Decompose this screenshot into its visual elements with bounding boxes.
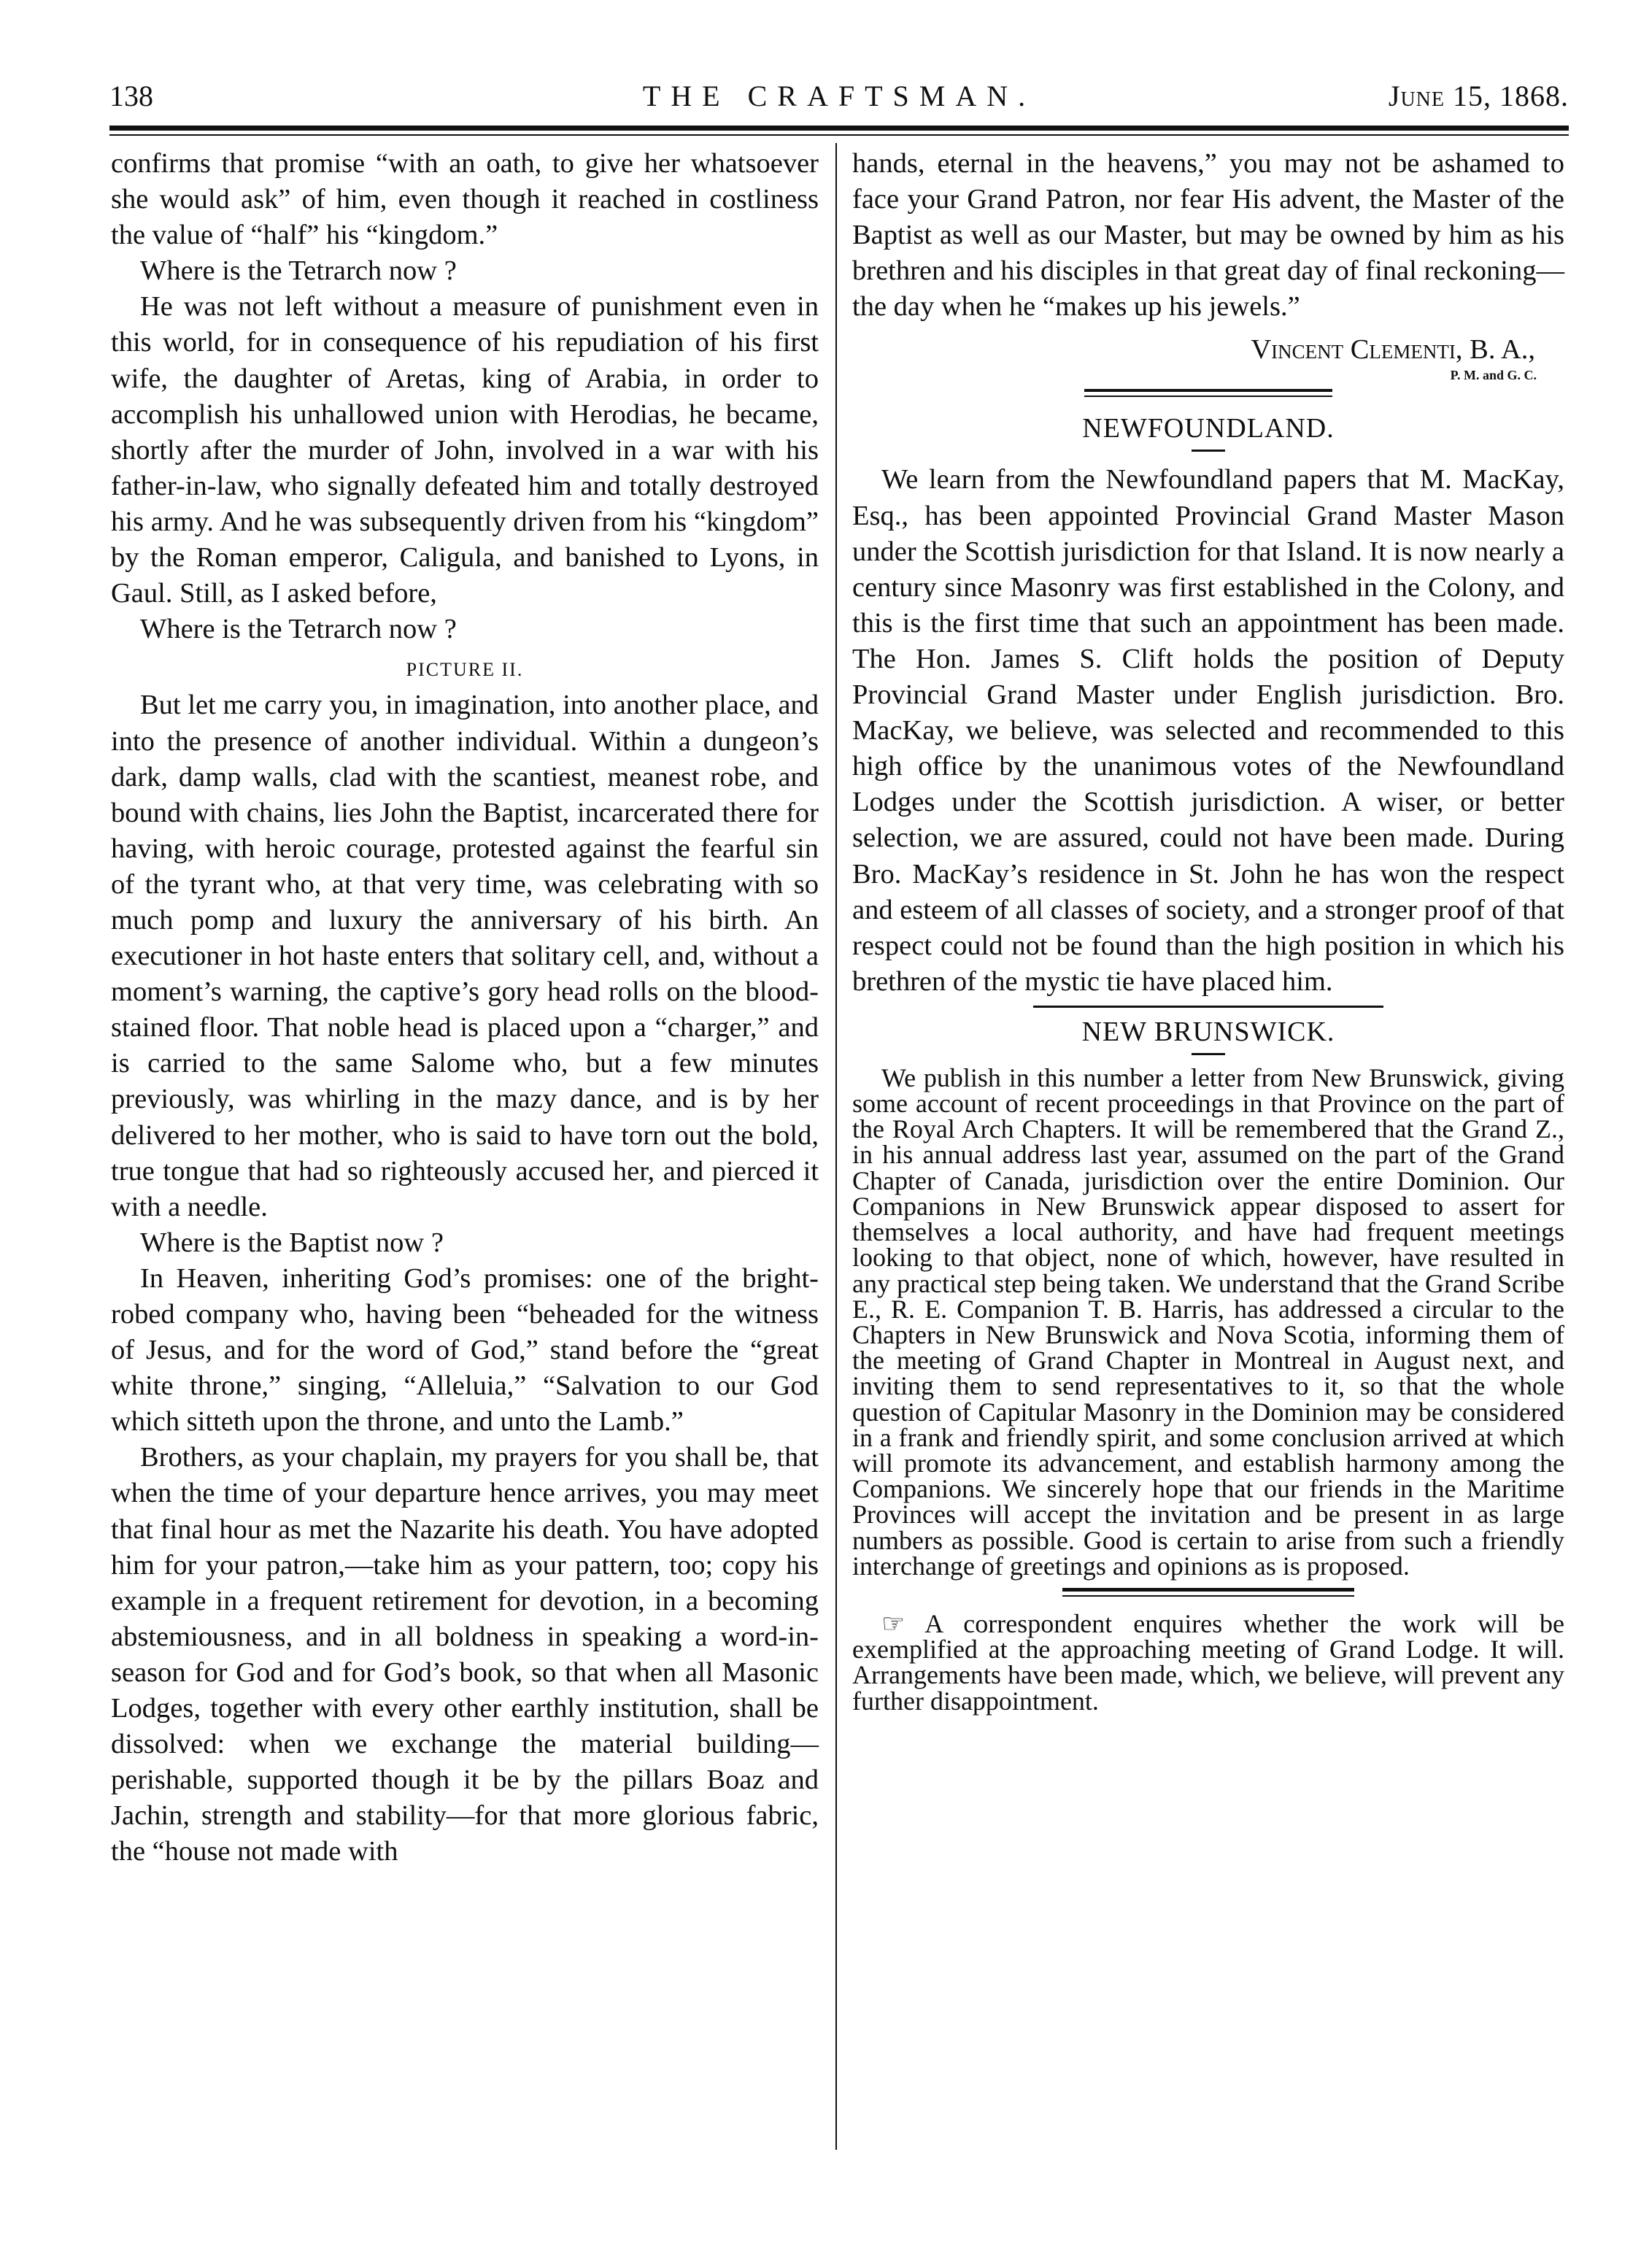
paragraph: He was not left without a measure of punishment even in this world, for in consequence of his repudiation of his first wife, the daughter of Aretas, king of Arabia, in order to accomplish his unhallowed union with Herodias, he became, shortly after the murder of John, involved in a war with his father-in-law, who signally defeated him and totally destroyed his army. And he was subsequently driven from his “kingdom” by the Roman emperor, Caligula, and banished to Lyons, in Gaul. Still, as I asked before, (111, 291, 819, 609)
section-title-new-brunswick: NEW BRUNSWICK. (1081, 1016, 1335, 1047)
newfoundland-text: We learn from the Newfoundland papers that M. MacKay, Esq., has been appointed Provincial Grand Master Mason under the Scottish jurisdiction for that Island. It is now nearly a century since Masonry was first established in the Colony, and this is the first time that such an appointment has been made. The Hon. James S. Clift holds the position of Deputy Provincial Grand Master under English jurisdiction. Bro. MacKay, we believe, was selected and recommended to this high office by the unanimous votes of the Newfoundland Lodges under the Scottish jurisdiction. A wiser, or better selection, we are assured, could not have been made. During Bro. MacKay’s residence in St. John he has won the respect and esteem of all classes of society, and a stronger proof of that respect could not be found than the high position in which his brethren of the mystic tie have placed him. (852, 464, 1564, 997)
paragraph-question: Where is the Baptist now ? (140, 1227, 444, 1258)
page-header (109, 79, 1569, 123)
right-column (852, 146, 1564, 1714)
column-divider (835, 143, 837, 2150)
issue-date: June 15, 1868. (1388, 80, 1569, 112)
paragraph: In Heaven, inheriting God’s promises: one of the bright-robed company who, having been “beheaded for the witness of Jesus, and for the word of God,” stand before the “great white throne,” singing, “Alleluia,” “Salvation to our God which sitteth upon the throne, and unto the Lamb.” (111, 1262, 819, 1438)
title-dash (1192, 450, 1225, 452)
paragraph: But let me carry you, in imagination, into another place, and into the presence of another individual. Within a dungeon’s dark, damp walls, clad with the scantiest, meanest robe, and bound with chains, lies John the Baptist, incarcerated there for having, with heroic courage, protested against the fearful sin of the tyrant who, at that very time, was celebrating with so much pomp and luxury the anniversary of his birth. An executioner in hot haste enters that solitary cell, and, without a moment’s warning, the captive’s gory head rolls on the blood-stained floor. That noble head is placed upon a “charger,” and is carried to the same Salome who, but a few minutes previously, was whirling in the mazy dance, and is by her delivered to her mother, who is said to have torn out the bold, true tongue that had so righteously accused her, and pierced it with a needle. (111, 690, 819, 1222)
new-brunswick-text: We publish in this number a letter from New Brunswick, giving some account of recent proceedings in that Province on the part of the Royal Arch Chapters. It will be remembered that the Grand Z., in his annual address last year, assumed on the part of the Grand Chapter of Canada, jurisdiction over the entire Dominion. Our Companions in New Brunswick appear disposed to assert for themselves a local authority, and have had frequent meetings looking to that object, none of which, however, have resulted in any practical step being taken. We understand that the Grand Scribe E., R. E. Companion T. B. Harris, has addressed a circular to the Chapters in New Brunswick and Nova Scotia, informing them of the meeting of Grand Chapter in Montreal in August next, and inviting them to send representatives to it, so that the whole question of Capitular Masonry in the Dominion may be considered in a frank and friendly spirit, and some conclusion arrived at which will promote its advancement, and establish harmony among the Companions. We sincerely hope that our friends in the Maritime Provinces will accept the invitation and be present in as large numbers as possible. Good is certain to arise from such a friendly interchange of greetings and opinions as is proposed. (852, 1062, 1564, 1581)
new-brunswick-heading (852, 1006, 1564, 1055)
masthead: THE CRAFTSMAN. (642, 80, 1036, 112)
new-brunswick-rule (1033, 1006, 1383, 1008)
picture-heading: PICTURE II. (406, 659, 524, 681)
paragraph: confirms that promise “with an oath, to give her whatsoever she would ask” of him, even though it reached in costliness the value of “half” his “kingdom.” (111, 148, 819, 251)
section-rule (1084, 389, 1332, 397)
page-number: 138 (109, 80, 153, 112)
paragraph-continuation: hands, eternal in the heavens,” you may not be ashamed to face your Grand Patron, nor fear His advent, the Master of the Baptist as well as our Master, but may be owned by him as his brethren and his disciples in that great day of final reckoning—the day when he “makes up his jewels.” (852, 148, 1564, 323)
pointing-hand-icon: ☞ (881, 1608, 906, 1638)
section-title-newfoundland: NEWFOUNDLAND. (1082, 413, 1335, 444)
new-brunswick-body (852, 1062, 1564, 1581)
paragraph-question: Where is the Tetrarch now ? (140, 255, 457, 287)
header-rule (109, 126, 1569, 131)
notice-rule (1062, 1588, 1354, 1597)
notice (852, 1608, 1565, 1716)
paragraph: Brothers, as your chaplain, my prayers for you shall be, that when the time of your departure hence arrives, you may meet that final hour as met the Nazarite his death. You have adopted him for your patron,—take him as your pattern, too; copy his example in a frequent retirement for devotion, in a becoming abstemiousness, and in all boldness in speaking a word-in-season for God and for God’s book, so that when all Masonic Lodges, together with every other earthly institution, shall be dissolved: when we exchange the material building—perishable, supported though it be by the pillars Boaz and Jachin, strength and stability—for that more glorious fabric, the “house not made with (111, 1442, 819, 1867)
title-dash (1192, 1053, 1225, 1055)
paragraph-question: Where is the Tetrarch now ? (140, 614, 457, 645)
notice-text: A correspondent enquires whether the work will be exemplified at the approaching meeting of Grand Lodge. It will. Arrangements have been made, which, we believe, will prevent any further disappointment. (852, 1608, 1565, 1716)
signature-title: P. M. and G. C. (1450, 368, 1537, 383)
header-rule-thin (109, 134, 1569, 136)
left-column (111, 146, 819, 1870)
signature: Vincent Clementi, B. A., (1251, 334, 1535, 366)
